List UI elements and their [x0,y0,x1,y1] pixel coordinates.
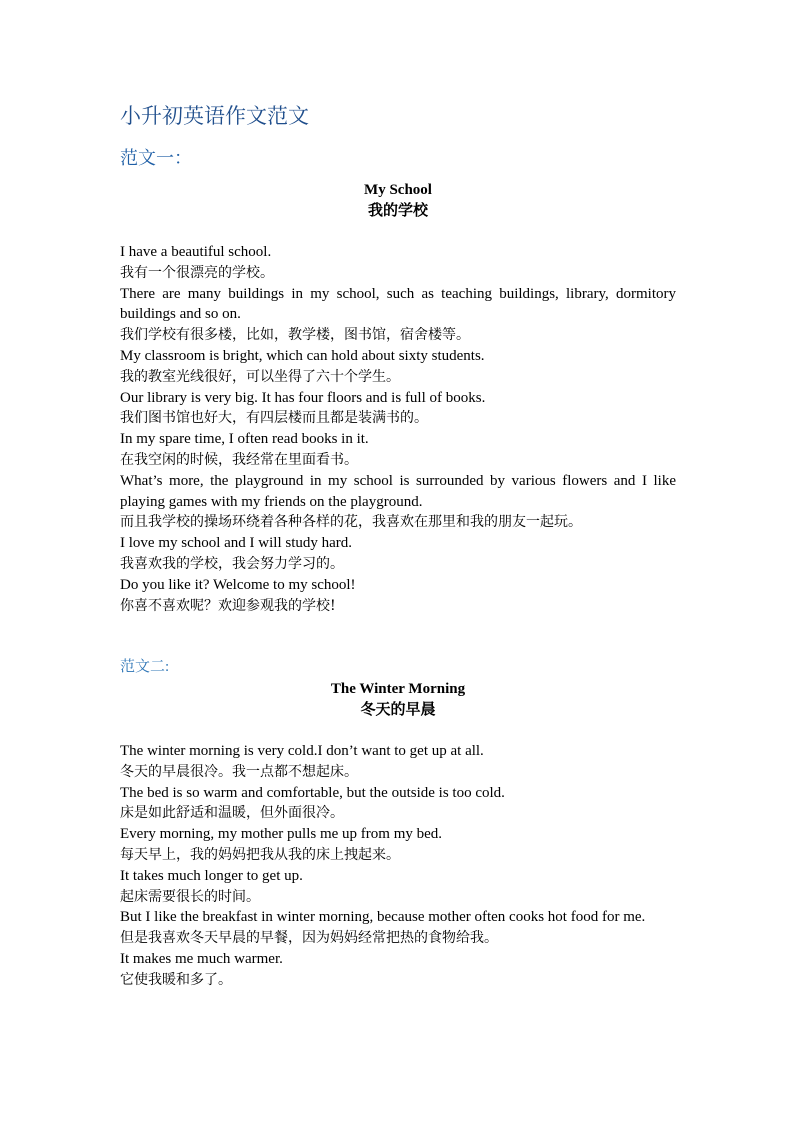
essay1-title-en: My School [364,182,432,198]
essay2-line: Every morning, my mother pulls me up from my bed. [120,826,443,843]
essay1-line: What’s more, the playground in my school is surrounded by various flowers and I like playing games with my friends on the playground. [120,472,676,510]
essay1-line: 在我空闲的时候，我经常在里面看书。 [120,451,358,468]
essay1-body [120,242,676,616]
essay1-line: Do you like it? Welcome to my school! [120,576,356,593]
essay2-line: But I like the breakfast in winter morning, because mother often cooks hot food for me. [120,909,646,926]
essay2-line: It makes me much warmer. [120,950,283,967]
essay2-body [120,741,676,991]
essay2-line: 床是如此舒适和温暖，但外面很冷。 [120,805,344,822]
essay1-line: I love my school and I will study hard. [120,535,353,552]
essay2-line: 冬天的早晨很冷。我一点都不想起床。 [120,763,358,780]
essay1-line: 我们图书馆也好大，有四层楼而且都是装满书的。 [120,410,428,427]
essay2-line: 每天早上，我的妈妈把我从我的床上拽起来。 [120,846,400,863]
essay2-line: It takes much longer to get up. [120,867,303,884]
document-title: 小升初英语作文范文 [120,104,309,128]
essay1-line: I have a beautiful school. [120,244,272,260]
essay1-heading: 范文一： [120,148,192,168]
essay2-line: The winter morning is very cold.I don’t want to get up at all. [120,743,484,759]
essay1-line: 你喜不喜欢呢？欢迎参观我的学校! [120,597,336,614]
essay1-title-cn: 我的学校 [367,203,428,219]
essay2-line: 它使我暖和多了。 [120,971,232,988]
essay2-line: 但是我喜欢冬天早晨的早餐，因为妈妈经常把热的食物给我。 [120,930,498,947]
essay1-line: Our library is very big. It has four floors and is full of books. [120,389,486,406]
essay2-title-cn: 冬天的早晨 [360,702,436,718]
essay1-line: My classroom is bright, which can hold about sixty students. [120,347,485,364]
essay2-title-en: The Winter Morning [330,681,466,697]
essay2-line: 起床需要很长的时间。 [120,888,260,905]
essay1-line: 而且我学校的操场环绕着各种各样的花，我喜欢在那里和我的朋友一起玩。 [120,514,582,531]
essay1-line: There are many buildings in my school, such as teaching buildings, library, dormitory buildings and so on. [120,285,676,323]
essay1-line: 我喜欢我的学校，我会努力学习的。 [120,555,344,572]
essay1-line: 我有一个很漂亮的学校。 [120,264,274,281]
essay1-line: 我的教室光线很好，可以坐得了六十个学生。 [120,368,400,385]
essay1-line: In my spare time, I often read books in it. [120,431,369,448]
essay2-heading: 范文二: [120,659,170,675]
essay2-line: The bed is so warm and comfortable, but the outside is too cold. [120,784,505,801]
essay1-line: 我们学校有很多楼，比如，教学楼，图书馆，宿舍楼等。 [120,327,470,344]
